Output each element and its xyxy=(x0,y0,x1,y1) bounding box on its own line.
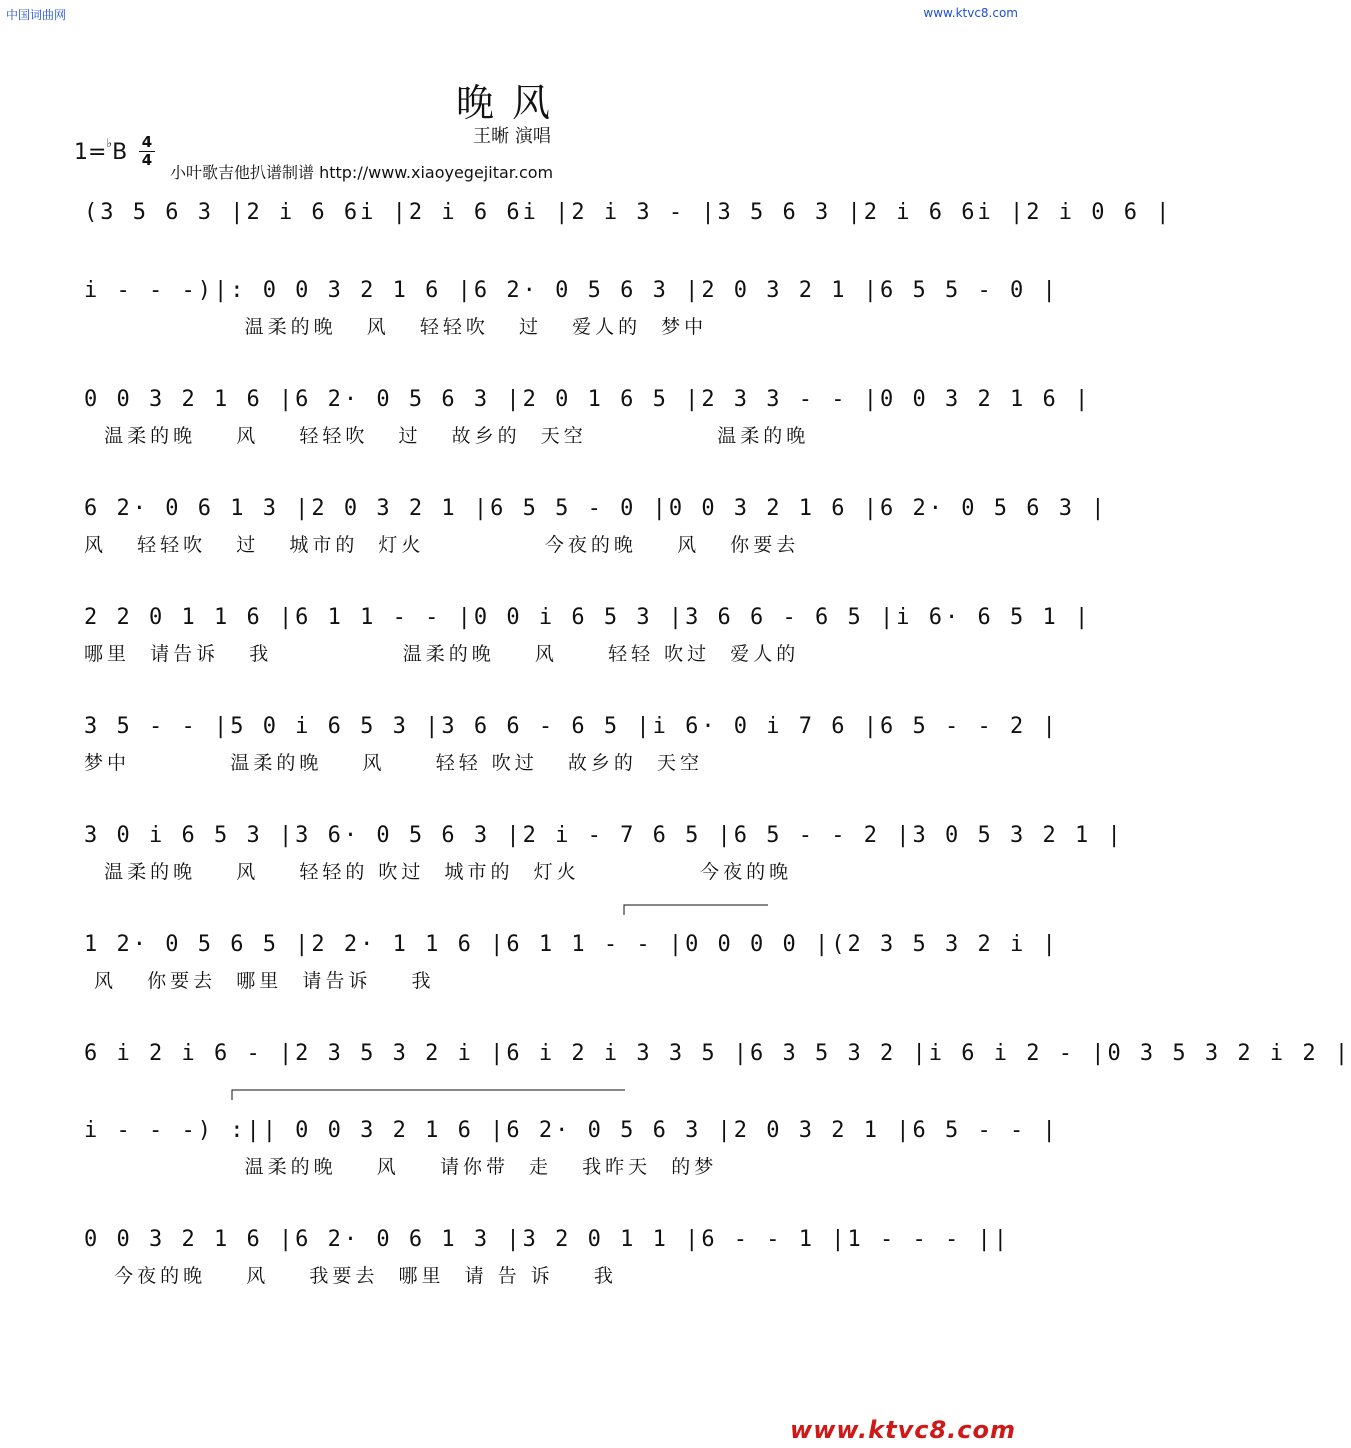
notation-line: 3 5 - - |5 0 i 6 5 3 |3 6 6 - 6 5 |i 6· 0 i 7 6 |6 5 - - 2 | xyxy=(84,714,1059,739)
song-title: 晚风 xyxy=(455,81,568,125)
lyrics-line: 哪里 请告诉 我 温柔的晚 风 轻轻 吹过 爱人的 xyxy=(84,643,800,665)
lyrics-line: 温柔的晚 风 轻轻吹 过 爱人的 梦中 xyxy=(84,316,708,338)
transcriber-credit: 小叶歌吉他扒谱制谱 http://www.xiaoyegejitar.com xyxy=(170,163,554,182)
site-left-logo-text: 中国词曲网 xyxy=(6,8,67,22)
lyrics-line: 风 你要去 哪里 请告诉 我 xyxy=(84,970,435,992)
key-prefix: 1= xyxy=(74,140,107,165)
footer-logo: www.ktvc8.com xyxy=(790,1416,1016,1444)
lyrics-line: 温柔的晚 风 请你带 走 我昨天 的梦 xyxy=(84,1156,718,1178)
notation-line: 6 i 2 i 6 - |2 3 5 3 2 i |6 i 2 i 3 3 5 |6 3 5 3 2 |i 6 i 2 - |0 3 5 3 2 i 2 | xyxy=(84,1041,1351,1066)
notation-line: i - - -)|: 0 0 3 2 1 6 |6 2· 0 5 6 3 |2 0 3 2 1 |6 5 5 - 0 | xyxy=(84,278,1059,303)
lyrics-line: 今夜的晚 风 我要去 哪里 请 告 诉 我 xyxy=(84,1265,617,1287)
lyrics-line: 温柔的晚 风 轻轻吹 过 故乡的 天空 温柔的晚 xyxy=(84,425,810,447)
key-note: B xyxy=(112,140,128,165)
notation-line: 0 0 3 2 1 6 |6 2· 0 5 6 3 |2 0 1 6 5 |2 3 3 - - |0 0 3 2 1 6 | xyxy=(84,387,1092,412)
flat-sign-icon: ♭ xyxy=(106,136,113,150)
time-top: 4 xyxy=(141,133,153,151)
volta-1-bracket xyxy=(624,905,768,915)
notation-line: 3 0 i 6 5 3 |3 6· 0 5 6 3 |2 i - 7 6 5 |6 5 - - 2 |3 0 5 3 2 1 | xyxy=(84,823,1124,848)
notation-line: 0 0 3 2 1 6 |6 2· 0 6 1 3 |3 2 0 1 1 |6 - - 1 |1 - - - || xyxy=(84,1227,1010,1252)
notation-line: (3 5 6 3 |2 i 6 6i |2 i 6 6i |2 i 3 - |3 5 6 3 |2 i 6 6i |2 i 0 6 | xyxy=(84,200,1173,225)
notation-line: 2 2 0 1 1 6 |6 1 1 - - |0 0 i 6 5 3 |3 6 6 - 6 5 |i 6· 6 5 1 | xyxy=(84,605,1092,630)
volta-2-bracket xyxy=(232,1090,625,1100)
lyrics-line: 温柔的晚 风 轻轻的 吹过 城市的 灯火 今夜的晚 xyxy=(84,861,793,883)
notation-line: 1 2· 0 5 6 5 |2 2· 1 1 6 |6 1 1 - - |0 0 0 0 |(2 3 5 3 2 i | xyxy=(84,932,1059,957)
lyrics-line: 梦中 温柔的晚 风 轻轻 吹过 故乡的 天空 xyxy=(84,752,703,774)
lyrics-line: 风 轻轻吹 过 城市的 灯火 今夜的晚 风 你要去 xyxy=(84,534,800,556)
singer-credit: 王晰 演唱 xyxy=(473,126,551,147)
time-bottom: 4 xyxy=(141,151,153,169)
notation-line: 6 2· 0 6 1 3 |2 0 3 2 1 |6 5 5 - 0 |0 0 3 2 1 6 |6 2· 0 5 6 3 | xyxy=(84,496,1108,521)
notation-line: i - - -) :|| 0 0 3 2 1 6 |6 2· 0 5 6 3 |2 0 3 2 1 |6 5 - - | xyxy=(84,1118,1059,1143)
site-right-url: www.ktvc8.com xyxy=(923,6,1018,20)
